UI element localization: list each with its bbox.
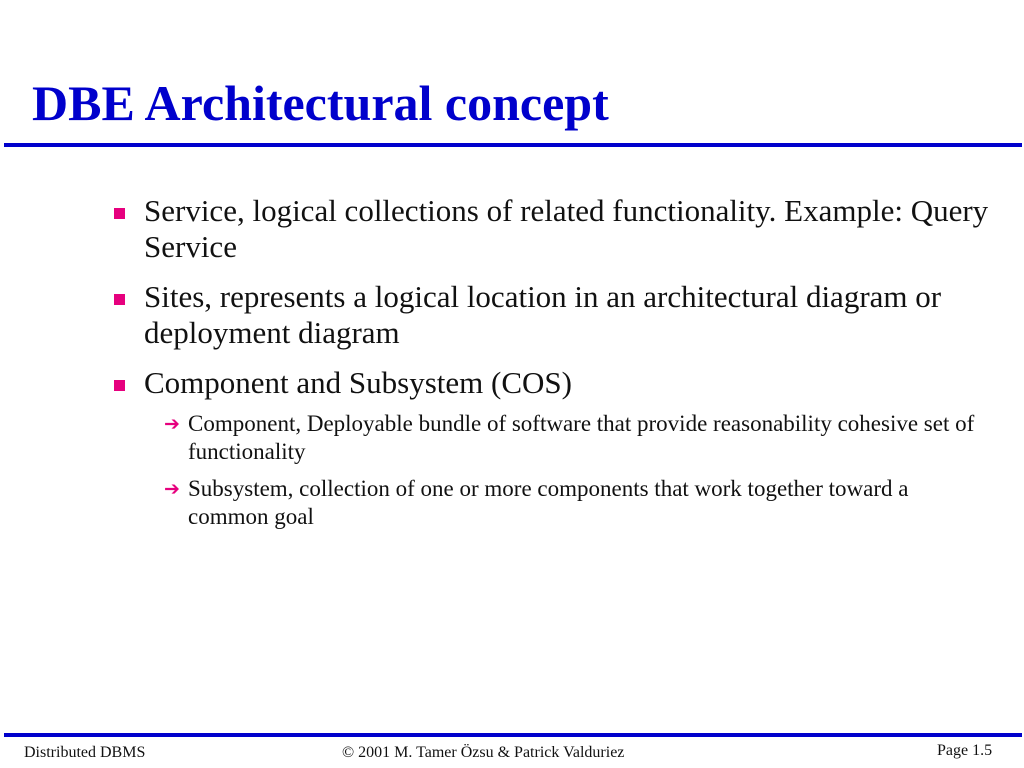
sub-bullet-item	[164, 410, 994, 466]
bullet-text: Component and Subsystem (COS)	[144, 365, 572, 400]
square-bullet-icon	[114, 294, 125, 305]
footer-page-number: Page 1.5	[937, 742, 993, 759]
footer-copyright: © 2001 M. Tamer Özsu & Patrick Valduriez	[342, 744, 625, 761]
slide-title: DBE Architectural concept	[32, 75, 609, 131]
sub-bullet-list	[164, 410, 994, 531]
bullet-text: Sites, represents a logical location in an architectural diagram or deployment diagram	[144, 279, 942, 350]
footer-course-title: Distributed DBMS	[24, 744, 146, 761]
bullet-item	[114, 365, 994, 531]
sub-bullet-text: Component, Deployable bundle of software that provide reasonability cohesive set of functionality	[188, 411, 975, 464]
arrow-right-icon: ➔	[164, 478, 180, 500]
title-divider	[4, 143, 1022, 147]
sub-bullet-text: Subsystem, collection of one or more components that work together toward a common goal	[188, 476, 909, 529]
arrow-right-icon: ➔	[164, 413, 180, 435]
footer-divider	[4, 733, 1022, 737]
bullet-item	[114, 193, 994, 265]
sub-bullet-item	[164, 475, 994, 531]
bullet-text: Service, logical collections of related functionality. Example: Query Service	[144, 193, 989, 264]
square-bullet-icon	[114, 380, 125, 391]
bullet-item	[114, 279, 994, 351]
square-bullet-icon	[114, 208, 125, 219]
bullet-list	[114, 193, 994, 545]
